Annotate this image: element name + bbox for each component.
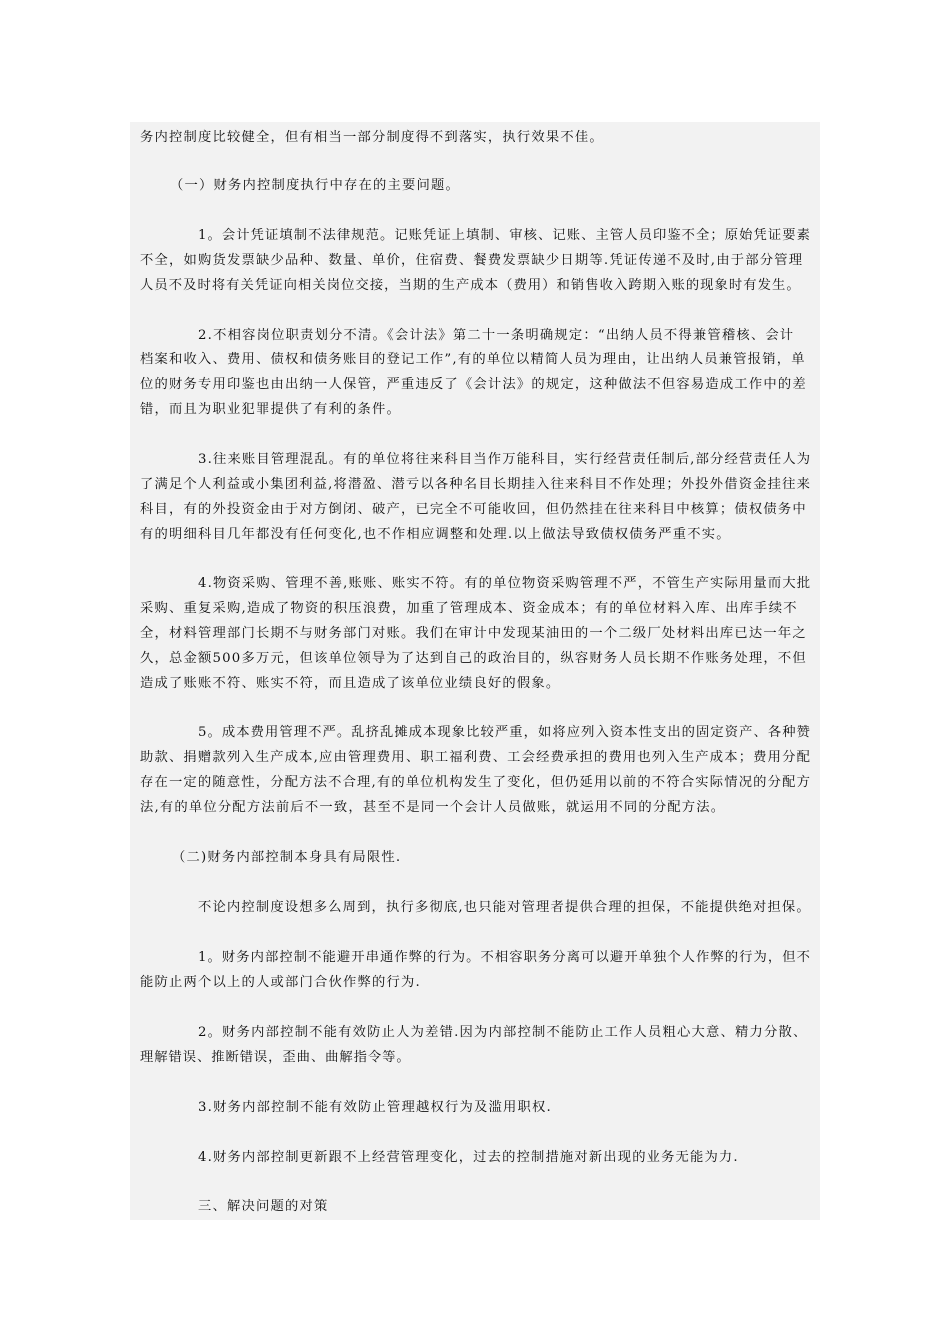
text-line: 法,有的单位分配方法前后不一致，甚至不是同一个会计人员做账，就运用不同的分配方法。	[140, 800, 726, 815]
text-line: 2。财务内部控制不能有效防止人为差错.因为内部控制不能防止工作人员粗心大意、精力分散、	[198, 1025, 808, 1040]
text-line: 存在一定的随意性，分配方法不合理,有的单位机构发生了变化，但仍延用以前的不符合实际情况的分配方	[140, 775, 812, 790]
section-heading: 三、解决问题的对策	[198, 1199, 329, 1214]
text-line: 全，材料管理部门长期不与财务部门对账。我们在审计中发现某油田的一个二级厂处材料出库已达一年之	[140, 626, 807, 641]
text-line: 5。成本费用管理不严。乱挤乱摊成本现象比较严重，如将应列入资本性支出的固定资产、各种赞	[198, 725, 811, 740]
text-line: 3.财务内部控制不能有效防止管理越权行为及滥用职权.	[198, 1100, 552, 1115]
text-line: 采购、重复采购,造成了物资的积压浪费，加重了管理成本、资金成本；有的单位材料入库、出库手续不	[140, 601, 798, 616]
text-line: 了满足个人利益或小集团利益,将潜盈、潜亏以各种名目长期挂入往来科目不作处理；外投外借资金挂往来	[140, 477, 812, 492]
text-line: 不论内控制度设想多么周到，执行多彻底,也只能对管理者提供合理的担保，不能提供绝对担保。	[198, 900, 811, 915]
section-heading: （一）财务内控制度执行中存在的主要问题。	[170, 178, 460, 193]
text-line: 久，总金额500多万元，但该单位领导为了达到自己的政治目的，纵容财务人员长期不作账务处理，不但	[140, 651, 807, 666]
text-line: 助款、捐赠款列入生产成本,应由管理费用、职工福利费、工会经费承担的费用也列入生产成本；费用分配	[140, 750, 812, 765]
text-line: 能防止两个以上的人或部门合伙作弊的行为.	[140, 975, 421, 990]
text-line: 不全，如购货发票缺少品种、数量、单价，住宿费、餐费发票缺少日期等.凭证传递不及时,由于部分管理	[140, 253, 804, 268]
text-line: 科目，有的外投资金由于对方倒闭、破产，已完全不可能收回，但仍然挂在往来科目中核算；债权债务中	[140, 502, 807, 517]
text-line: 理解错误、推断错误，歪曲、曲解指令等。	[140, 1050, 411, 1065]
text-line: 2.不相容岗位职责划分不清。《会计法》第二十一条明确规定：“出纳人员不得兼管稽核、会计	[198, 328, 795, 343]
text-line: 位的财务专用印鉴也由出纳一人保管，严重违反了《会计法》的规定，这种做法不但容易造成工作中的差	[140, 377, 807, 392]
text-line: 1。财务内部控制不能避开串通作弊的行为。不相容职务分离可以避开单独个人作弊的行为，但不	[198, 950, 811, 965]
document-page	[130, 122, 820, 1220]
text-line: 档案和收入、费用、债权和债务账目的登记工作”,有的单位以精简人员为理由，让出纳人员兼管报销，单	[140, 352, 806, 367]
text-line: 4.物资采购、管理不善,账账、账实不符。有的单位物资采购管理不严，不管生产实际用量而大批	[198, 576, 812, 591]
text-line: 有的明细科目几年都没有任何变化,也不作相应调整和处理.以上做法导致债权债务严重不实。	[140, 527, 731, 542]
text-line: 人员不及时将有关凭证向相关岗位交接，当期的生产成本（费用）和销售收入跨期入账的现象时有发生。	[140, 278, 801, 293]
section-heading: （二)财务内部控制本身具有局限性.	[172, 850, 402, 865]
text-line: 4.财务内部控制更新跟不上经营管理变化，过去的控制措施对新出现的业务无能为力.	[198, 1150, 739, 1165]
text-line: 造成了账账不符、账实不符，而且造成了该单位业绩良好的假象。	[140, 676, 561, 691]
text-line: 3.往来账目管理混乱。有的单位将往来科目当作万能科目，实行经营责任制后,部分经营责任人为	[198, 452, 812, 467]
text-line: 1。会计凭证填制不法律规范。记账凭证上填制、审核、记账、主管人员印鉴不全；原始凭证要素	[198, 228, 811, 243]
text-line: 错，而且为职业犯罪提供了有利的条件。	[140, 402, 401, 417]
text-line: 务内控制度比较健全，但有相当一部分制度得不到落实，执行效果不佳。	[140, 130, 604, 145]
